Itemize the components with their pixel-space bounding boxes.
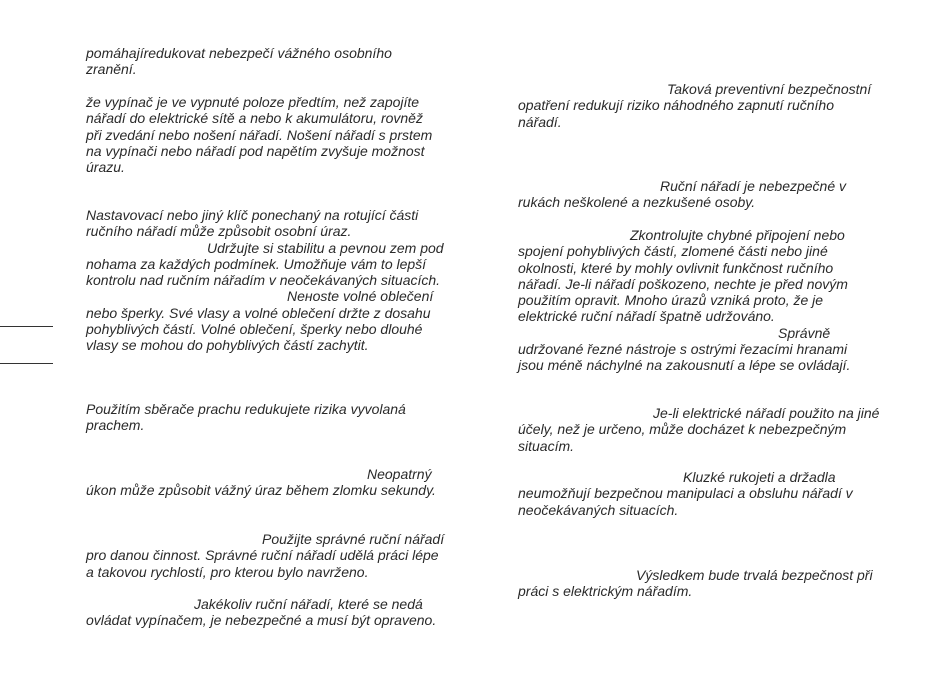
paragraph-careless-action: Neopatrný úkon může způsobit vážný úraz během zlomku sekundy. bbox=[86, 466, 436, 499]
paragraph-dust-collector: Použitím sběrače prachu redukujete rizika vyvolaná prachem. bbox=[86, 401, 406, 434]
paragraph-key-stability-clothing: Nastavovací nebo jiný klíč ponechaný na rotující části ručního nářadí může způsobit osobní úraz. Udržujte si stabilitu a pevnou zem pod nohama za každých podmínek. Umožňuje vám to lepší kontrolu nad ručním nářadím v neočekávaných situacích. Neноste volné oblečení nebo šperky. Své vlasy a volné oblečení držte z dosahu pohyblivých částí. Volné oblečení, šperky nebo dlouhé vlasy se mohou do pohyblivých částí zachytit. bbox=[86, 207, 444, 354]
paragraph-correct-tool: Použijte správné ruční nářadí pro danou činnost. Správné ruční nářadí udělá práci lépe a takovou rychlostí, pro kterou bylo navrženo. bbox=[86, 531, 445, 580]
paragraph-injury-prevention: pomáhajíredukovat nebezpečí vážného osobního zranění. bbox=[86, 45, 392, 78]
paragraph-lasting-safety: Výsledkem bude trvalá bezpečnost při práci s elektrickým nářadím. bbox=[518, 567, 873, 600]
paragraph-maintenance: Zkontrolujte chybné připojení nebo spojení pohyblivých částí, zlomené části nebo jiné okolnosti, které by mohly ovlivnit funkčnost ručního nářadí. Je-li nářadí poškozeno, nechte je před novým použitím opravit. Mnoho úrazů vzniká proto, že je elektrické ruční nářadí špatně udržováno. Správně udržované řezné nástroje s ostrými řezacími hranami jsou méně náchylné na zakousnutí a lépe se ovládají. bbox=[518, 227, 851, 374]
paragraph-preventive-measures: Taková preventivní bezpečnostní opatření redukují riziko náhodného zapnutí ručního nářadí. bbox=[518, 81, 872, 130]
margin-rule-bottom bbox=[0, 363, 53, 364]
paragraph-untrained-persons: Ruční nářadí je nebezpečné v rukách neškolené a nezkušené osoby. bbox=[518, 178, 847, 211]
paragraph-intended-use: Je-li elektrické nářadí použito na jiné účely, než je určeno, může docházet k nebezpečným situacím. bbox=[518, 405, 880, 454]
margin-rule-top bbox=[0, 326, 53, 327]
paragraph-switch-off: že vypínač je ve vypnuté poloze předtím, než zapojíte nářadí do elektrické sítě a nebo k akumulátoru, rovněž při zvedání nebo nošení nářadí. Nošení nářadí s prstem na vypínači nebo nářadí pod napětím zvyšuje možnost úrazu. bbox=[86, 94, 433, 176]
paragraph-switch-control: Jakékoliv ruční nářadí, které se nedá ovládat vypínačem, je nebezpečné a musí být opraveno. bbox=[86, 596, 437, 629]
paragraph-slippery-handles: Kluzké rukojeti a držadla neumožňují bezpečnou manipulaci a obsluhu nářadí v neočekávaných situacích. bbox=[518, 469, 853, 518]
